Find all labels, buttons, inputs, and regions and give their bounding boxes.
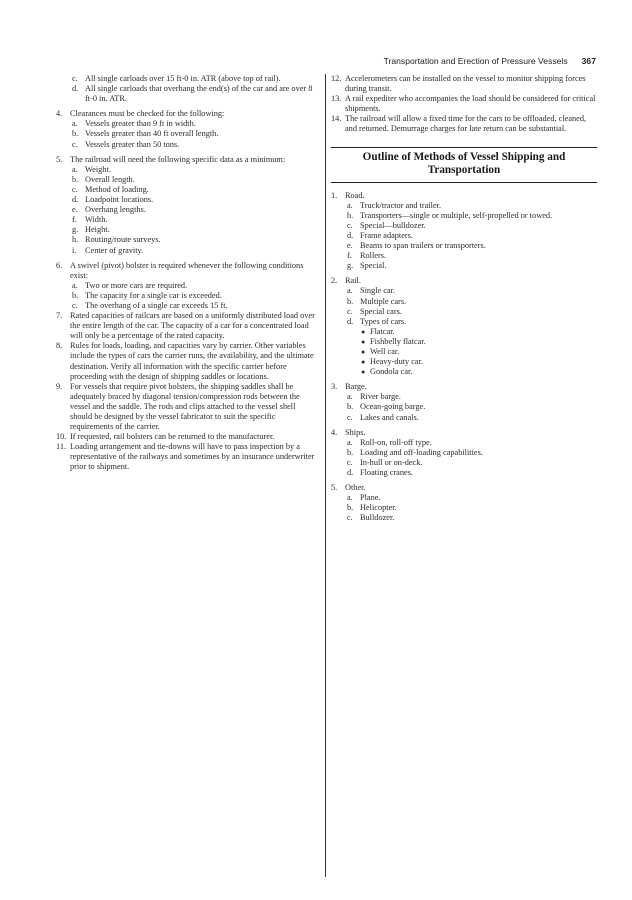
sub-item: b. The capacity for a single car is exceeded.	[72, 290, 222, 300]
sub-item: e. Overhang lengths.	[72, 205, 146, 215]
sub-item: a. Single car.	[347, 286, 396, 296]
sub-item: f. Width.	[72, 215, 108, 225]
sub-item: d. Loadpoint locations.	[72, 195, 154, 205]
sub-item: c. In-hull or on-deck.	[347, 457, 423, 467]
outline-item-rail: 2. Rail.	[331, 276, 361, 286]
section-title: Outline of Methods of Vessel Shipping and Transportation	[331, 147, 597, 183]
list-item-8: 8. Rules for loads, loading, and capacities vary by carrier. Other variables include the types of cars the carrier runs, the availability, and the ultimate destination. Verify all information with the specific carrier before proceeding with the design of shipping saddles or locations.	[56, 341, 314, 381]
outline-item-ships: 4. Ships.	[331, 427, 366, 437]
sub-item: c. Bulldozer.	[347, 513, 395, 523]
sub-item: b. Overall length.	[72, 174, 135, 184]
list-item-14: 14. The railroad will allow a fixed time for the cars to be offloaded, cleaned, and returned. Demurrage charges for late return can be substantial.	[331, 114, 587, 134]
sub-item: c. Vessels greater than 50 tons.	[72, 139, 180, 149]
sub-item: c. Special—bulldozer.	[347, 220, 426, 230]
sub-item: c. The overhang of a single car exceeds 15 ft.	[72, 300, 228, 310]
column-divider	[325, 74, 326, 877]
bullet-item: ● Heavy-duty car.	[361, 357, 423, 367]
sub-item: a. Plane.	[347, 493, 381, 503]
list-item-12: 12. Accelerometers can be installed on the vessel to monitor shipping forces during transit.	[331, 74, 586, 94]
sub-item: h. Routing/route surveys.	[72, 235, 161, 245]
sub-item: b. Loading and off-loading capabilities.	[347, 447, 483, 457]
outline-item-other: 5. Other.	[331, 483, 366, 493]
sub-item: a. Two or more cars are required.	[72, 280, 188, 290]
list-item-5: 5. The railroad will need the following specific data as a minimum:	[56, 154, 286, 164]
bullet-icon: ●	[361, 337, 366, 346]
sub-item: a. Weight.	[72, 164, 111, 174]
sub-item: b. Ocean-going barge.	[347, 402, 426, 412]
bullet-item: ● Well car.	[361, 346, 400, 356]
bullet-icon: ●	[361, 347, 366, 356]
bullet-icon: ●	[361, 368, 366, 377]
sub-item: f. Rollers.	[347, 251, 387, 261]
sub-item: b. Helicopter.	[347, 503, 397, 513]
bullet-icon: ●	[361, 358, 366, 367]
sub-item: a. River barge.	[347, 392, 401, 402]
sub-item: a. Roll-on, roll-off type.	[347, 437, 432, 447]
list-item-13: 13. A rail expediter who accompanies the load should be considered for critical shipments.	[331, 94, 596, 114]
sub-item: d. Frame adapters.	[347, 230, 413, 240]
bullet-item: ● Gondola car.	[361, 367, 413, 377]
list-item-4: 4. Clearances must be checked for the following:	[56, 109, 225, 119]
outline-item-barge: 3. Barge.	[331, 382, 367, 392]
list-item-7: 7. Rated capacities of railcars are based on a uniformly distributed load over the entire length of the car. The capacity of a car for a concentrated load will only be a percentage of the rated capacity.	[56, 311, 315, 341]
list-item-9: 9. For vessels that require pivot bolsters, the shipping saddles shall be adequately braced by diagonal tension/compression rods between the vessel and the saddle. The rods and clips attached to the vessel shell should be designed by the vessel fabricator to suit the specific requirements of the carrier.	[56, 381, 300, 432]
sub-item: i. Center of gravity.	[72, 245, 144, 255]
sub-item: e. Beams to span trailers or transporters.	[347, 241, 486, 251]
right-column	[331, 74, 597, 523]
bullet-icon: ●	[361, 327, 366, 336]
left-column	[56, 74, 318, 473]
sub-item: g. Special.	[347, 261, 387, 271]
sub-item: d. Types of cars.	[347, 316, 407, 326]
outline-item-road: 1. Road.	[331, 190, 365, 200]
item3-sub-d: d. All single carloads that overhang the end(s) of the car and are over 8 ft-0 in. ATR.	[72, 84, 313, 104]
sub-item: g. Height.	[72, 225, 110, 235]
sub-item: a. Truck/tractor and trailer.	[347, 200, 442, 210]
sub-item: b. Transporters—single or multiple, self-propelled or towed.	[347, 210, 553, 220]
sub-item: c. Method of loading.	[72, 184, 149, 194]
list-item-11: 11. Loading arrangement and tie-downs will have to pass inspection by a representative of the railways and sometimes by an insurance underwriter prior to shipment.	[56, 442, 315, 472]
sub-item: c. Special cars.	[347, 306, 402, 316]
sub-item: d. Floating cranes.	[347, 468, 413, 477]
sub-item: c. Lakes and canals.	[347, 412, 419, 422]
sub-item: b. Vessels greater than 40 ft overall length.	[72, 129, 219, 139]
item3-sub-c: c. All single carloads over 15 ft-0 in. ATR (above top of rail).	[72, 74, 281, 83]
running-title: Transportation and Erection of Pressure Vessels	[383, 56, 568, 66]
page-number: 367	[581, 56, 596, 66]
bullet-item: ● Fishbelly flatcar.	[361, 336, 426, 346]
list-item-6: 6. A swivel (pivot) bolster is required whenever the following conditions exist:	[56, 260, 304, 280]
sub-item: a. Vessels greater than 9 ft in width.	[72, 119, 196, 129]
sub-item: b. Multiple cars.	[347, 296, 407, 306]
running-head	[0, 56, 596, 66]
list-item-10: 10. If requested, rail bolsters can be returned to the manufacturer.	[56, 432, 275, 442]
bullet-item: ● Flatcar.	[361, 326, 395, 336]
